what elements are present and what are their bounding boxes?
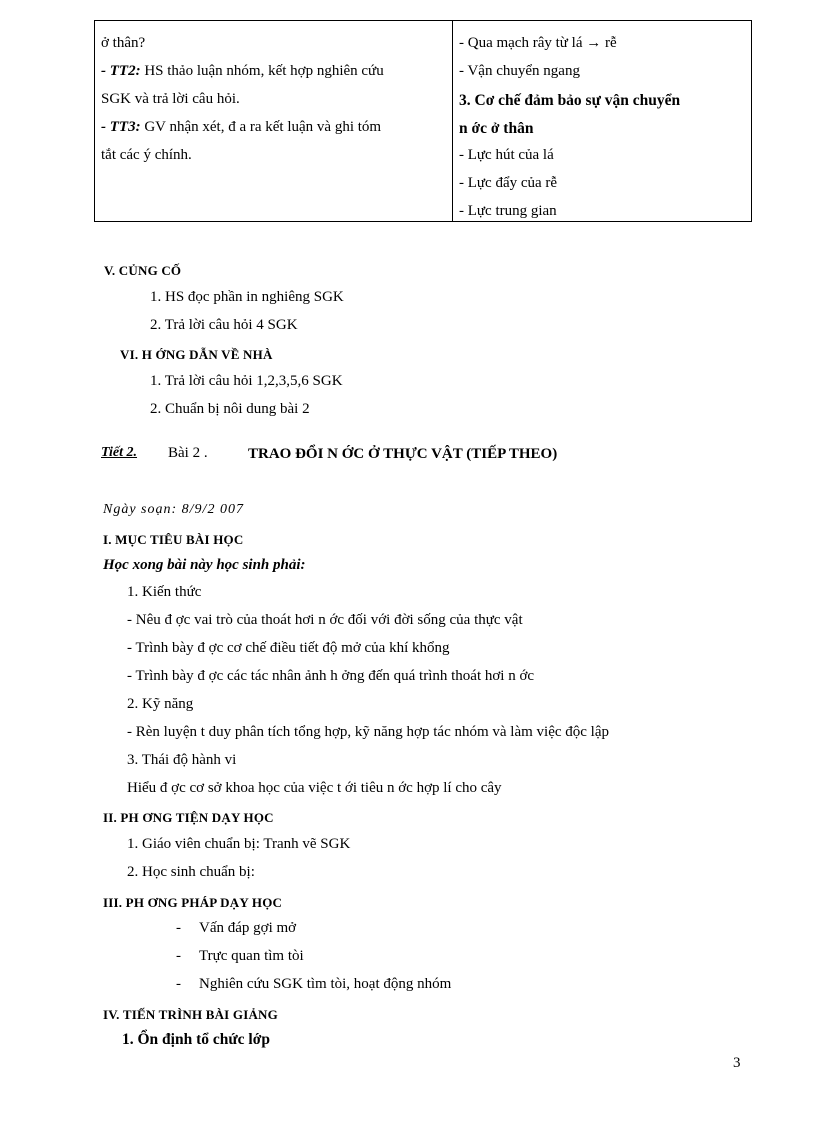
objective-line: 3. Thái độ hành vi bbox=[127, 752, 237, 768]
lesson-period: Tiết 2. bbox=[101, 445, 138, 460]
list-item: 1. Giáo viên chuẩn bị: Tranh vẽ SGK bbox=[127, 836, 351, 852]
objective-line: 1. Kiến thức bbox=[127, 584, 202, 600]
section-title-homework: VI. H ỚNG DẪN VỀ NHÀ bbox=[120, 347, 273, 362]
section-title-objectives: I. MỤC TIÊU BÀI HỌC bbox=[103, 532, 244, 547]
list-item: Nghiên cứu SGK tìm tòi, hoạt động nhóm bbox=[199, 976, 452, 992]
list-item: Trực quan tìm tòi bbox=[199, 948, 304, 964]
objectives-subtitle: Học xong bài này học sinh phải: bbox=[103, 557, 306, 573]
table-right-heading: 3. Cơ chế đảm bảo sự vận chuyển bbox=[459, 92, 681, 109]
section-title-methods: III. PH ƠNG PHÁP DẠY HỌC bbox=[103, 895, 283, 910]
lesson-table bbox=[94, 20, 752, 222]
bullet-dash: - bbox=[176, 976, 181, 992]
section-title-consolidation: V. CỦNG CỐ bbox=[104, 263, 182, 278]
list-item: 2. Học sinh chuẩn bị: bbox=[127, 864, 255, 880]
table-right-line: - Vận chuyển ngang bbox=[459, 63, 580, 79]
objective-line: - Rèn luyện t duy phân tích tổng hợp, kỹ năng hợp tác nhóm và làm việc độc lập bbox=[127, 724, 610, 740]
list-item: 2. Chuẩn bị nôi dung bài 2 bbox=[150, 401, 310, 417]
prepared-date: Ngày soạn: 8/9/2 007 bbox=[103, 502, 244, 517]
table-left-line: SGK và trả lời câu hỏi. bbox=[101, 91, 240, 107]
table-left-line: - TT2: HS thảo luận nhóm, kết hợp nghiên cứu bbox=[101, 63, 384, 79]
arrow-right-icon: → bbox=[586, 35, 602, 51]
page-number: 3 bbox=[733, 1055, 741, 1071]
list-item: 1. Trả lời câu hỏi 1,2,3,5,6 SGK bbox=[150, 373, 343, 389]
objective-line: - Nêu đ ợc vai trò của thoát hơi n ớc đối với đời sống của thực vật bbox=[127, 612, 523, 628]
bullet-dash: - bbox=[176, 920, 181, 936]
table-cell-activities bbox=[95, 21, 453, 222]
objective-line: - Trình bày đ ợc các tác nhân ảnh h ởng đến quá trình thoát hơi n ớc bbox=[127, 668, 535, 684]
table-right-line: - Lực hút của lá bbox=[459, 147, 554, 163]
section-title-process: IV. TIẾN TRÌNH BÀI GIẢNG bbox=[103, 1007, 278, 1022]
table-right-line: - Qua mạch rây từ lá → rễ bbox=[459, 35, 617, 51]
list-item: Vấn đáp gợi mở bbox=[199, 920, 297, 936]
process-item: 1. Ổn định tổ chức lớp bbox=[122, 1031, 270, 1048]
table-right-line: - Lực trung gian bbox=[459, 203, 557, 219]
table-left-line: tắt các ý chính. bbox=[101, 147, 192, 163]
table-right-line: - Lực đẩy của rễ bbox=[459, 175, 558, 191]
table-left-line: - TT3: GV nhận xét, đ a ra kết luận và ghi tóm bbox=[101, 119, 382, 135]
lesson-title: TRAO ĐỔI N ỚC Ở THỰC VẬT (TIẾP THEO) bbox=[248, 446, 558, 462]
section-title-means: II. PH ƠNG TIỆN DẠY HỌC bbox=[103, 810, 274, 825]
table-left-line: ở thân? bbox=[101, 35, 146, 51]
bullet-dash: - bbox=[176, 948, 181, 964]
lesson-number: Bài 2 . bbox=[168, 445, 208, 461]
list-item: 1. HS đọc phần in nghiêng SGK bbox=[150, 289, 344, 305]
table-right-heading: n ớc ở thân bbox=[459, 120, 534, 137]
objective-line: Hiểu đ ợc cơ sở khoa học của việc t ới tiêu n ớc hợp lí cho cây bbox=[127, 780, 502, 796]
table-cell-content bbox=[453, 21, 752, 222]
objective-line: - Trình bày đ ợc cơ chế điều tiết độ mở của khí khổng bbox=[127, 640, 450, 656]
list-item: 2. Trả lời câu hỏi 4 SGK bbox=[150, 317, 298, 333]
objective-line: 2. Kỹ năng bbox=[127, 696, 194, 712]
